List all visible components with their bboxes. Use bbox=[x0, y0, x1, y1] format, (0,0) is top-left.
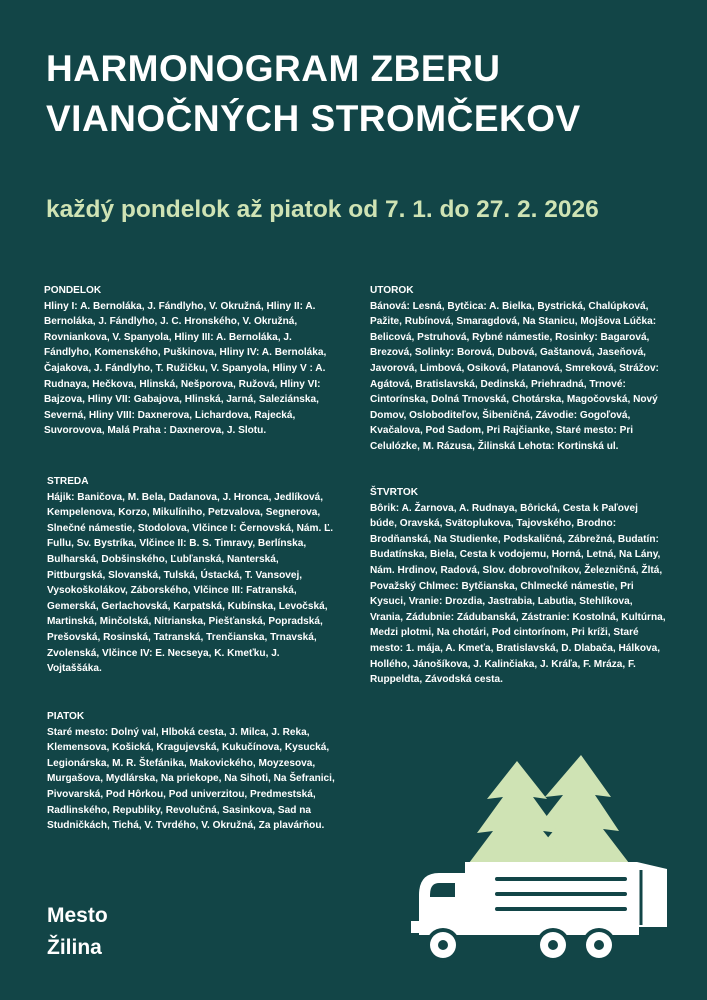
schedule-friday bbox=[47, 709, 337, 834]
schedule-tuesday bbox=[370, 283, 660, 455]
subtitle-dates: každý pondelok až piatok od 7. 1. do 27. 2. 2026 bbox=[46, 196, 599, 223]
mesto-zilina-logo bbox=[47, 900, 108, 964]
day-heading-monday: PONDELOK bbox=[44, 285, 102, 296]
day-heading-tuesday: UTOROK bbox=[370, 285, 414, 296]
day-heading-friday: PIATOK bbox=[47, 711, 85, 722]
streets-wednesday: Hájik: Baničova, M. Bela, Dadanova, J. Hronca, Jedlíková, Kempelenova, Korzo, Mikulíniho, Petzvalova, Segnerova, Slnečné námestie, Stodolova, Vlčince I: Černovská, Nám. Ľ. Fullu, Sv. Bystríka, Vlčince II: B. S. Timravy, Berlínska, Bulharská, Dobšinského, Ľubľanská, Nanterská, Pittburgská, Slovanská, Tulská, Ústacká, T. Vansovej, Vysokoškolákov, Záborského, Vlčince III: Fatranská, Gemerská, Gerlachovská, Karpatská, Kubínska, Levočská, Martinská, Minčolská, Nitrianska, Piešťanská, Popradská, Prešovská, Rosinská, Tatranská, Trenčianska, Trnavská, Zvolenská, Vlčince IV: E. Necseya, K. Kmeťku, J. Vojtaššáka. bbox=[47, 491, 334, 675]
title-line-1: HARMONOGRAM ZBERU bbox=[46, 48, 501, 89]
garbage-truck-with-christmas-trees-icon bbox=[405, 755, 675, 970]
logo-line-2: Žilina bbox=[47, 936, 102, 959]
streets-friday: Staré mesto: Dolný val, Hlboká cesta, J. Milca, J. Reka, Klemensova, Košická, Kragujevská, Kukučínova, Kysucká, Legionárska, M. R. Štefánika, Makovického, Moyzesova, Murgašova, Mydlárska, Na priekope, Na Sihoti, Na Šefranici, Pivovarská, Pod Hôrkou, Pod univerzitou, Predmestská, Radlinského, Republiky, Revolučná, Sasinkova, Sad na Studničkách, Tichá, V. Tvrdého, V. Okružná, Za plavárňou. bbox=[47, 726, 335, 832]
day-heading-wednesday: STREDA bbox=[47, 476, 89, 487]
schedule-wednesday bbox=[47, 474, 337, 677]
schedule-monday bbox=[44, 283, 334, 439]
schedule-thursday bbox=[370, 485, 667, 688]
logo-line-1: Mesto bbox=[47, 904, 108, 927]
streets-thursday: Bôrik: A. Žarnova, A. Rudnaya, Bôrická, Cesta k Paľovej búde, Oravská, Svätoplukova, Tajovského, Brodno: Brodňanská, Na Studienke, Podskaličná, Zábrežná, Budatín: Budatínska, Biela, Cesta k vodojemu, Horná, Letná, Na Lány, Nám. Hrdinov, Radová, Slov. dobrovoľníkov, Železničná, Žltá, Považský Chlmec: Bytčianska, Chlmecké námestie, Pri Kysuci, Vranie: Drozdia, Jastrabia, Labutia, Stehlíkova, Vrania, Zádubnie: Zádubanská, Zástranie: Kostolná, Kultúrna, Medzi plotmi, Na chotári, Pod cintorínom, Pri kríži, Staré mesto: 1. mája, A. Kmeťa, Bratislavská, D. Dlabača, Hálkova, Hollého, Jánošíkova, J. Kalinčiaka, J. Kráľa, F. Mráza, F. Ruppeldta, Závodská cesta. bbox=[370, 502, 666, 686]
streets-monday: Hliny I: A. Bernoláka, J. Fándlyho, V. Okružná, Hliny II: A. Bernoláka, J. Fándlyho, J. C. Hronského, V. Okružná, Rovniankova, V. Spanyola, Hliny III: A. Bernoláka, J. Fándlyho, Komenského, Puškinova, Hliny IV: A. Bernoláka, Čajakova, J. Fándlyho, T. Ružičku, V. Spanyola, Hliny V : A. Rudnaya, Hečkova, Hlinská, Nešporova, Ružová, Hliny VI: Bajzova, Hliny VII: Gabajova, Hlinská, Jarná, Saleziánska, Severná, Hliny VIII: Daxnerova, Lichardova, Rajecká, Suvorovova, Malá Praha : Daxnerova, J. Slotu. bbox=[44, 300, 327, 437]
streets-tuesday: Bánová: Lesná, Bytčica: A. Bielka, Bystrická, Chalúpková, Pažite, Rubínová, Smaragdová, Na Stanicu, Mojšova Lúčka: Belicová, Pstruhová, Rybné námestie, Rosinky: Bagarová, Brezová, Solinky: Borová, Dubová, Gaštanová, Jaseňová, Javorová, Limbová, Osiková, Platanová, Smreková, Strážov: Agátová, Bratislavská, Dedinská, Priehradná, Trnové: Cintorínska, Dolná Trnovská, Chotárska, Magočovská, Nový Domov, Osloboditeľov, Šibeničná, Závodie: Gogoľová, Kvačalova, Pod Sadom, Pri Rajčianke, Staré mesto: Pri Celulózke, M. Rázusa, Žilinská Lehota: Kortinská ul. bbox=[370, 300, 659, 452]
title-line-2: VIANOČNÝCH STROMČEKOV bbox=[46, 98, 581, 139]
page-title bbox=[46, 44, 686, 144]
day-heading-thursday: ŠTVRTOK bbox=[370, 487, 419, 498]
